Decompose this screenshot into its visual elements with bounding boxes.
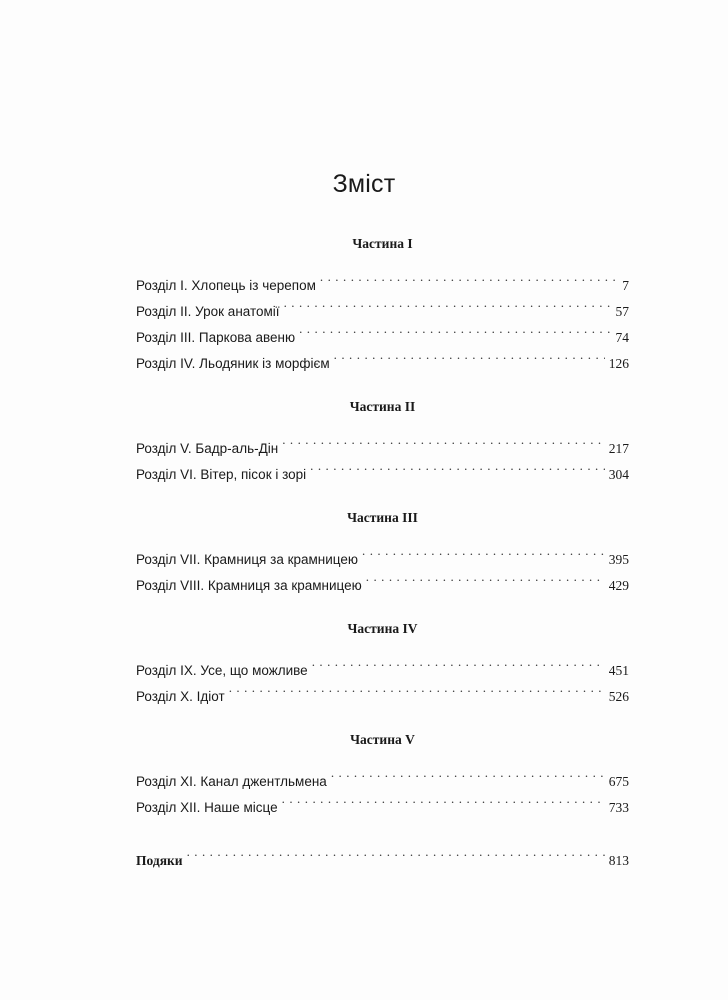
toc-entry-page: 733 [608, 800, 629, 815]
toc-entry-label: Розділ IX. Усе, що можливе [136, 663, 308, 678]
toc-entry-page: 451 [608, 663, 629, 678]
toc-entry-page: 126 [608, 356, 629, 371]
toc-entry-page: 74 [615, 330, 629, 345]
table-of-contents [136, 236, 629, 868]
toc-entry[interactable] [136, 649, 629, 678]
toc-entry-label: Розділ VI. Вітер, пісок і зорі [136, 467, 307, 482]
part-1 [136, 236, 629, 371]
toc-entry[interactable] [136, 264, 629, 293]
toc-entry-label: Розділ III. Паркова авеню [136, 330, 296, 345]
part-heading: Частина IV [347, 621, 418, 636]
dot-leader [282, 427, 605, 453]
dot-leader [312, 649, 605, 675]
toc-entry-label: Розділ V. Бадр-аль-Дін [136, 441, 279, 456]
toc-entry[interactable] [136, 427, 629, 456]
toc-entry-page: 7 [622, 278, 629, 293]
dot-leader [310, 453, 605, 479]
toc-entry-label: Розділ XII. Наше місце [136, 800, 278, 815]
toc-entry-label: Розділ VII. Крамниця за крамницею [136, 552, 358, 567]
dot-leader [229, 675, 605, 701]
part-heading: Частина II [349, 399, 416, 414]
dot-leader [320, 264, 618, 290]
dot-leader [331, 760, 605, 786]
toc-entry-page: 217 [608, 441, 629, 456]
toc-entry-label: Розділ X. Ідіот [136, 689, 225, 704]
part-5 [136, 732, 629, 815]
toc-entry-page: 526 [608, 689, 629, 704]
part-heading: Частина V [350, 732, 415, 747]
page-title: Зміст [332, 170, 396, 198]
part-heading: Частина III [347, 510, 418, 525]
dot-leader [362, 538, 605, 564]
toc-entry-label: Подяки [136, 853, 183, 868]
dot-leader [284, 290, 612, 316]
toc-entry-label: Розділ IV. Льодяник із морфієм [136, 356, 330, 371]
toc-entry-page: 395 [608, 552, 629, 567]
toc-entry-page: 813 [608, 853, 629, 868]
toc-entry-label: Розділ I. Хлопець із черепом [136, 278, 316, 293]
part-3 [136, 510, 629, 593]
toc-entry-page: 304 [608, 467, 629, 482]
dot-leader [282, 786, 605, 812]
toc-entry-acknowledgements[interactable] [136, 839, 629, 868]
toc-entry-label: Розділ XI. Канал джентльмена [136, 774, 327, 789]
toc-entry-label: Розділ VIII. Крамниця за крамницею [136, 578, 362, 593]
toc-entry-label: Розділ II. Урок анатомії [136, 304, 280, 319]
dot-leader [334, 342, 605, 368]
dot-leader [366, 564, 605, 590]
toc-entry-page: 675 [608, 774, 629, 789]
dot-leader [299, 316, 611, 342]
part-2 [136, 399, 629, 482]
toc-entry[interactable] [136, 760, 629, 789]
part-4 [136, 621, 629, 704]
toc-entry-page: 57 [615, 304, 629, 319]
toc-entry-page: 429 [608, 578, 629, 593]
part-heading: Частина I [352, 236, 413, 251]
dot-leader [187, 839, 605, 865]
toc-entry[interactable] [136, 538, 629, 567]
